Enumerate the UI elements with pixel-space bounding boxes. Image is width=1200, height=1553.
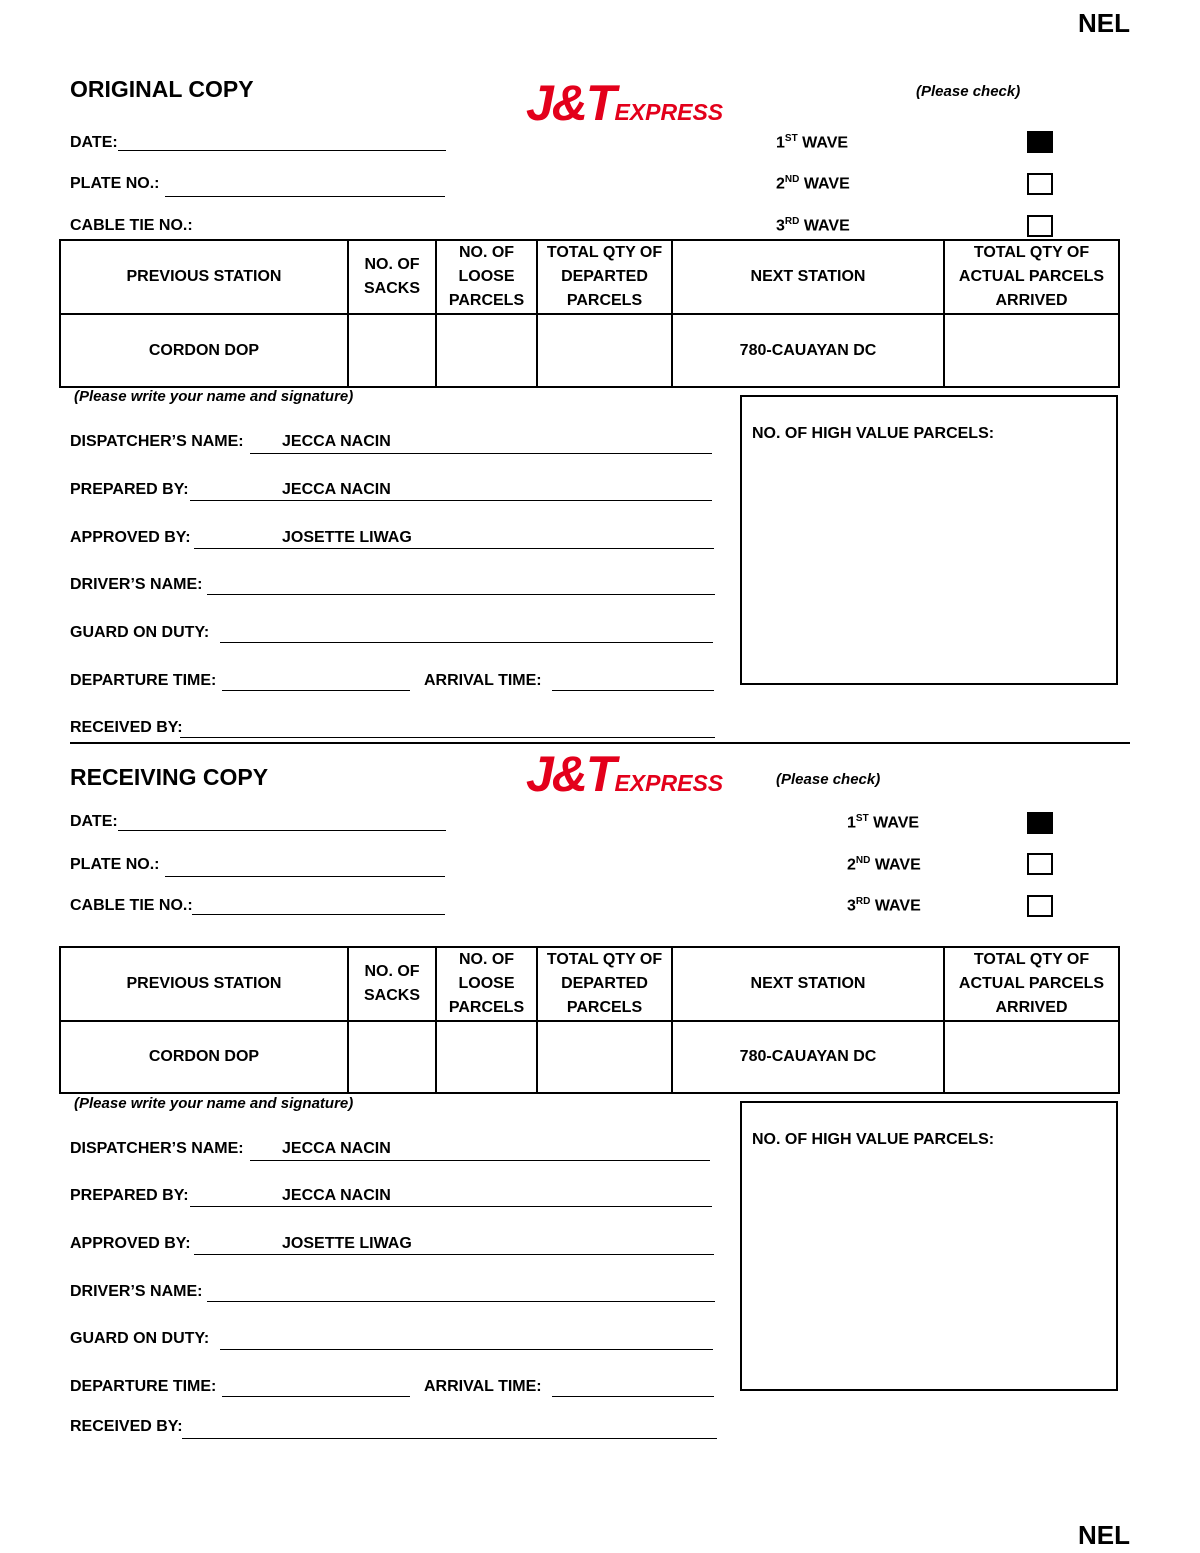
received-line-2[interactable] <box>182 1438 717 1439</box>
arrival-label-2: ARRIVAL TIME: <box>424 1378 542 1395</box>
wave-1-checkbox-2[interactable] <box>1027 812 1053 834</box>
header-next-station-2: NEXT STATION <box>672 947 944 1021</box>
received-line[interactable] <box>180 737 715 738</box>
signature-note: (Please write your name and signature) <box>74 388 354 405</box>
header-no-of-loose-parcels: NO. OF LOOSE PARCELS <box>436 240 537 314</box>
approved-line[interactable] <box>194 548 714 549</box>
wave-1-label-2: 1ST WAVE <box>847 813 920 832</box>
cell-loose-parcels[interactable] <box>436 314 537 387</box>
cell-previous-station-2: CORDON DOP <box>60 1021 348 1093</box>
date-line[interactable] <box>118 150 446 151</box>
cell-total-arrived[interactable] <box>944 314 1119 387</box>
dispatcher-value-2: JECCA NACIN <box>282 1140 391 1157</box>
wave-1-checkbox[interactable] <box>1027 131 1053 153</box>
departure-label: DEPARTURE TIME: <box>70 672 217 689</box>
cable-label-2: CABLE TIE NO.: <box>70 897 193 914</box>
please-check-note-2: (Please check) <box>776 771 881 788</box>
corner-label-bottom: NEL <box>1078 1520 1130 1550</box>
plate-label-2: PLATE NO.: <box>70 856 160 873</box>
dispatcher-value: JECCA NACIN <box>282 433 391 450</box>
approved-value-2: JOSETTE LIWAG <box>282 1235 412 1252</box>
guard-line[interactable] <box>220 642 713 643</box>
cell-no-of-sacks[interactable] <box>348 314 436 387</box>
cable-label: CABLE TIE NO.: <box>70 217 193 234</box>
header-next-station: NEXT STATION <box>672 240 944 314</box>
high-value-parcels-box-2[interactable] <box>740 1101 1118 1391</box>
header-previous-station-2: PREVIOUS STATION <box>60 947 348 1021</box>
dispatcher-line[interactable] <box>250 453 712 454</box>
approved-label-2: APPROVED BY: <box>70 1235 191 1252</box>
driver-line[interactable] <box>207 594 715 595</box>
cell-next-station: 780-CAUAYAN DC <box>672 314 944 387</box>
guard-label: GUARD ON DUTY: <box>70 624 210 641</box>
high-value-label-2: NO. OF HIGH VALUE PARCELS: <box>752 1131 995 1148</box>
header-no-of-loose-parcels-2: NO. OF LOOSE PARCELS <box>436 947 537 1021</box>
wave-2-label-2: 2ND WAVE <box>847 855 921 874</box>
original-copy-title: ORIGINAL COPY <box>70 76 254 102</box>
approved-value: JOSETTE LIWAG <box>282 529 412 546</box>
wave-3-checkbox-2[interactable] <box>1027 895 1053 917</box>
cell-loose-parcels-2[interactable] <box>436 1021 537 1093</box>
header-no-of-sacks-2: NO. OF SACKS <box>348 947 436 1021</box>
approved-label: APPROVED BY: <box>70 529 191 546</box>
date-line-2[interactable] <box>118 830 446 831</box>
approved-line-2[interactable] <box>194 1254 714 1255</box>
header-previous-station: PREVIOUS STATION <box>60 240 348 314</box>
header-total-departed: TOTAL QTY OF DEPARTED PARCELS <box>537 240 672 314</box>
copy-divider <box>70 742 1130 744</box>
cell-previous-station: CORDON DOP <box>60 314 348 387</box>
plate-line[interactable] <box>165 196 445 197</box>
jt-express-logo-2: J&TEXPRESS <box>526 746 724 802</box>
departure-label-2: DEPARTURE TIME: <box>70 1378 217 1395</box>
jt-express-logo: J&TEXPRESS <box>526 75 724 131</box>
arrival-line-2[interactable] <box>552 1396 714 1397</box>
receiving-copy-title: RECEIVING COPY <box>70 764 269 790</box>
header-total-arrived: TOTAL QTY OF ACTUAL PARCELS ARRIVED <box>944 240 1119 314</box>
cell-total-arrived-2[interactable] <box>944 1021 1119 1093</box>
dispatch-table <box>59 239 1120 388</box>
signature-note-2: (Please write your name and signature) <box>74 1095 354 1112</box>
header-total-departed-2: TOTAL QTY OF DEPARTED PARCELS <box>537 947 672 1021</box>
wave-3-checkbox[interactable] <box>1027 215 1053 237</box>
wave-2-label: 2ND WAVE <box>776 174 850 193</box>
header-no-of-sacks: NO. OF SACKS <box>348 240 436 314</box>
driver-label-2: DRIVER’S NAME: <box>70 1283 203 1300</box>
please-check-note: (Please check) <box>916 83 1021 100</box>
receiving-table <box>59 946 1120 1094</box>
cable-line-2[interactable] <box>192 914 445 915</box>
plate-label: PLATE NO.: <box>70 175 160 192</box>
high-value-label: NO. OF HIGH VALUE PARCELS: <box>752 425 995 442</box>
received-label-2: RECEIVED BY: <box>70 1418 183 1435</box>
departure-line-2[interactable] <box>222 1396 410 1397</box>
cell-next-station-2: 780-CAUAYAN DC <box>672 1021 944 1093</box>
prepared-line-2[interactable] <box>190 1206 712 1207</box>
prepared-line[interactable] <box>190 500 712 501</box>
header-total-arrived-2: TOTAL QTY OF ACTUAL PARCELS ARRIVED <box>944 947 1119 1021</box>
prepared-value: JECCA NACIN <box>282 481 391 498</box>
dispatcher-line-2[interactable] <box>250 1160 710 1161</box>
departure-line[interactable] <box>222 690 410 691</box>
guard-label-2: GUARD ON DUTY: <box>70 1330 210 1347</box>
dispatcher-label: DISPATCHER’S NAME: <box>70 433 244 450</box>
wave-3-label-2: 3RD WAVE <box>847 896 921 915</box>
date-label: DATE: <box>70 134 118 151</box>
prepared-label: PREPARED BY: <box>70 481 189 498</box>
driver-label: DRIVER’S NAME: <box>70 576 203 593</box>
wave-3-label: 3RD WAVE <box>776 216 850 235</box>
wave-2-checkbox-2[interactable] <box>1027 853 1053 875</box>
prepared-value-2: JECCA NACIN <box>282 1187 391 1204</box>
wave-1-label: 1ST WAVE <box>776 133 849 152</box>
cell-total-departed[interactable] <box>537 314 672 387</box>
prepared-label-2: PREPARED BY: <box>70 1187 189 1204</box>
guard-line-2[interactable] <box>220 1349 713 1350</box>
high-value-parcels-box[interactable] <box>740 395 1118 685</box>
arrival-label: ARRIVAL TIME: <box>424 672 542 689</box>
plate-line-2[interactable] <box>165 876 445 877</box>
arrival-line[interactable] <box>552 690 714 691</box>
cell-total-departed-2[interactable] <box>537 1021 672 1093</box>
corner-label-top: NEL <box>1078 8 1130 38</box>
wave-2-checkbox[interactable] <box>1027 173 1053 195</box>
date-label-2: DATE: <box>70 813 118 830</box>
cell-no-of-sacks-2[interactable] <box>348 1021 436 1093</box>
dispatcher-label-2: DISPATCHER’S NAME: <box>70 1140 244 1157</box>
driver-line-2[interactable] <box>207 1301 715 1302</box>
received-label: RECEIVED BY: <box>70 719 183 736</box>
